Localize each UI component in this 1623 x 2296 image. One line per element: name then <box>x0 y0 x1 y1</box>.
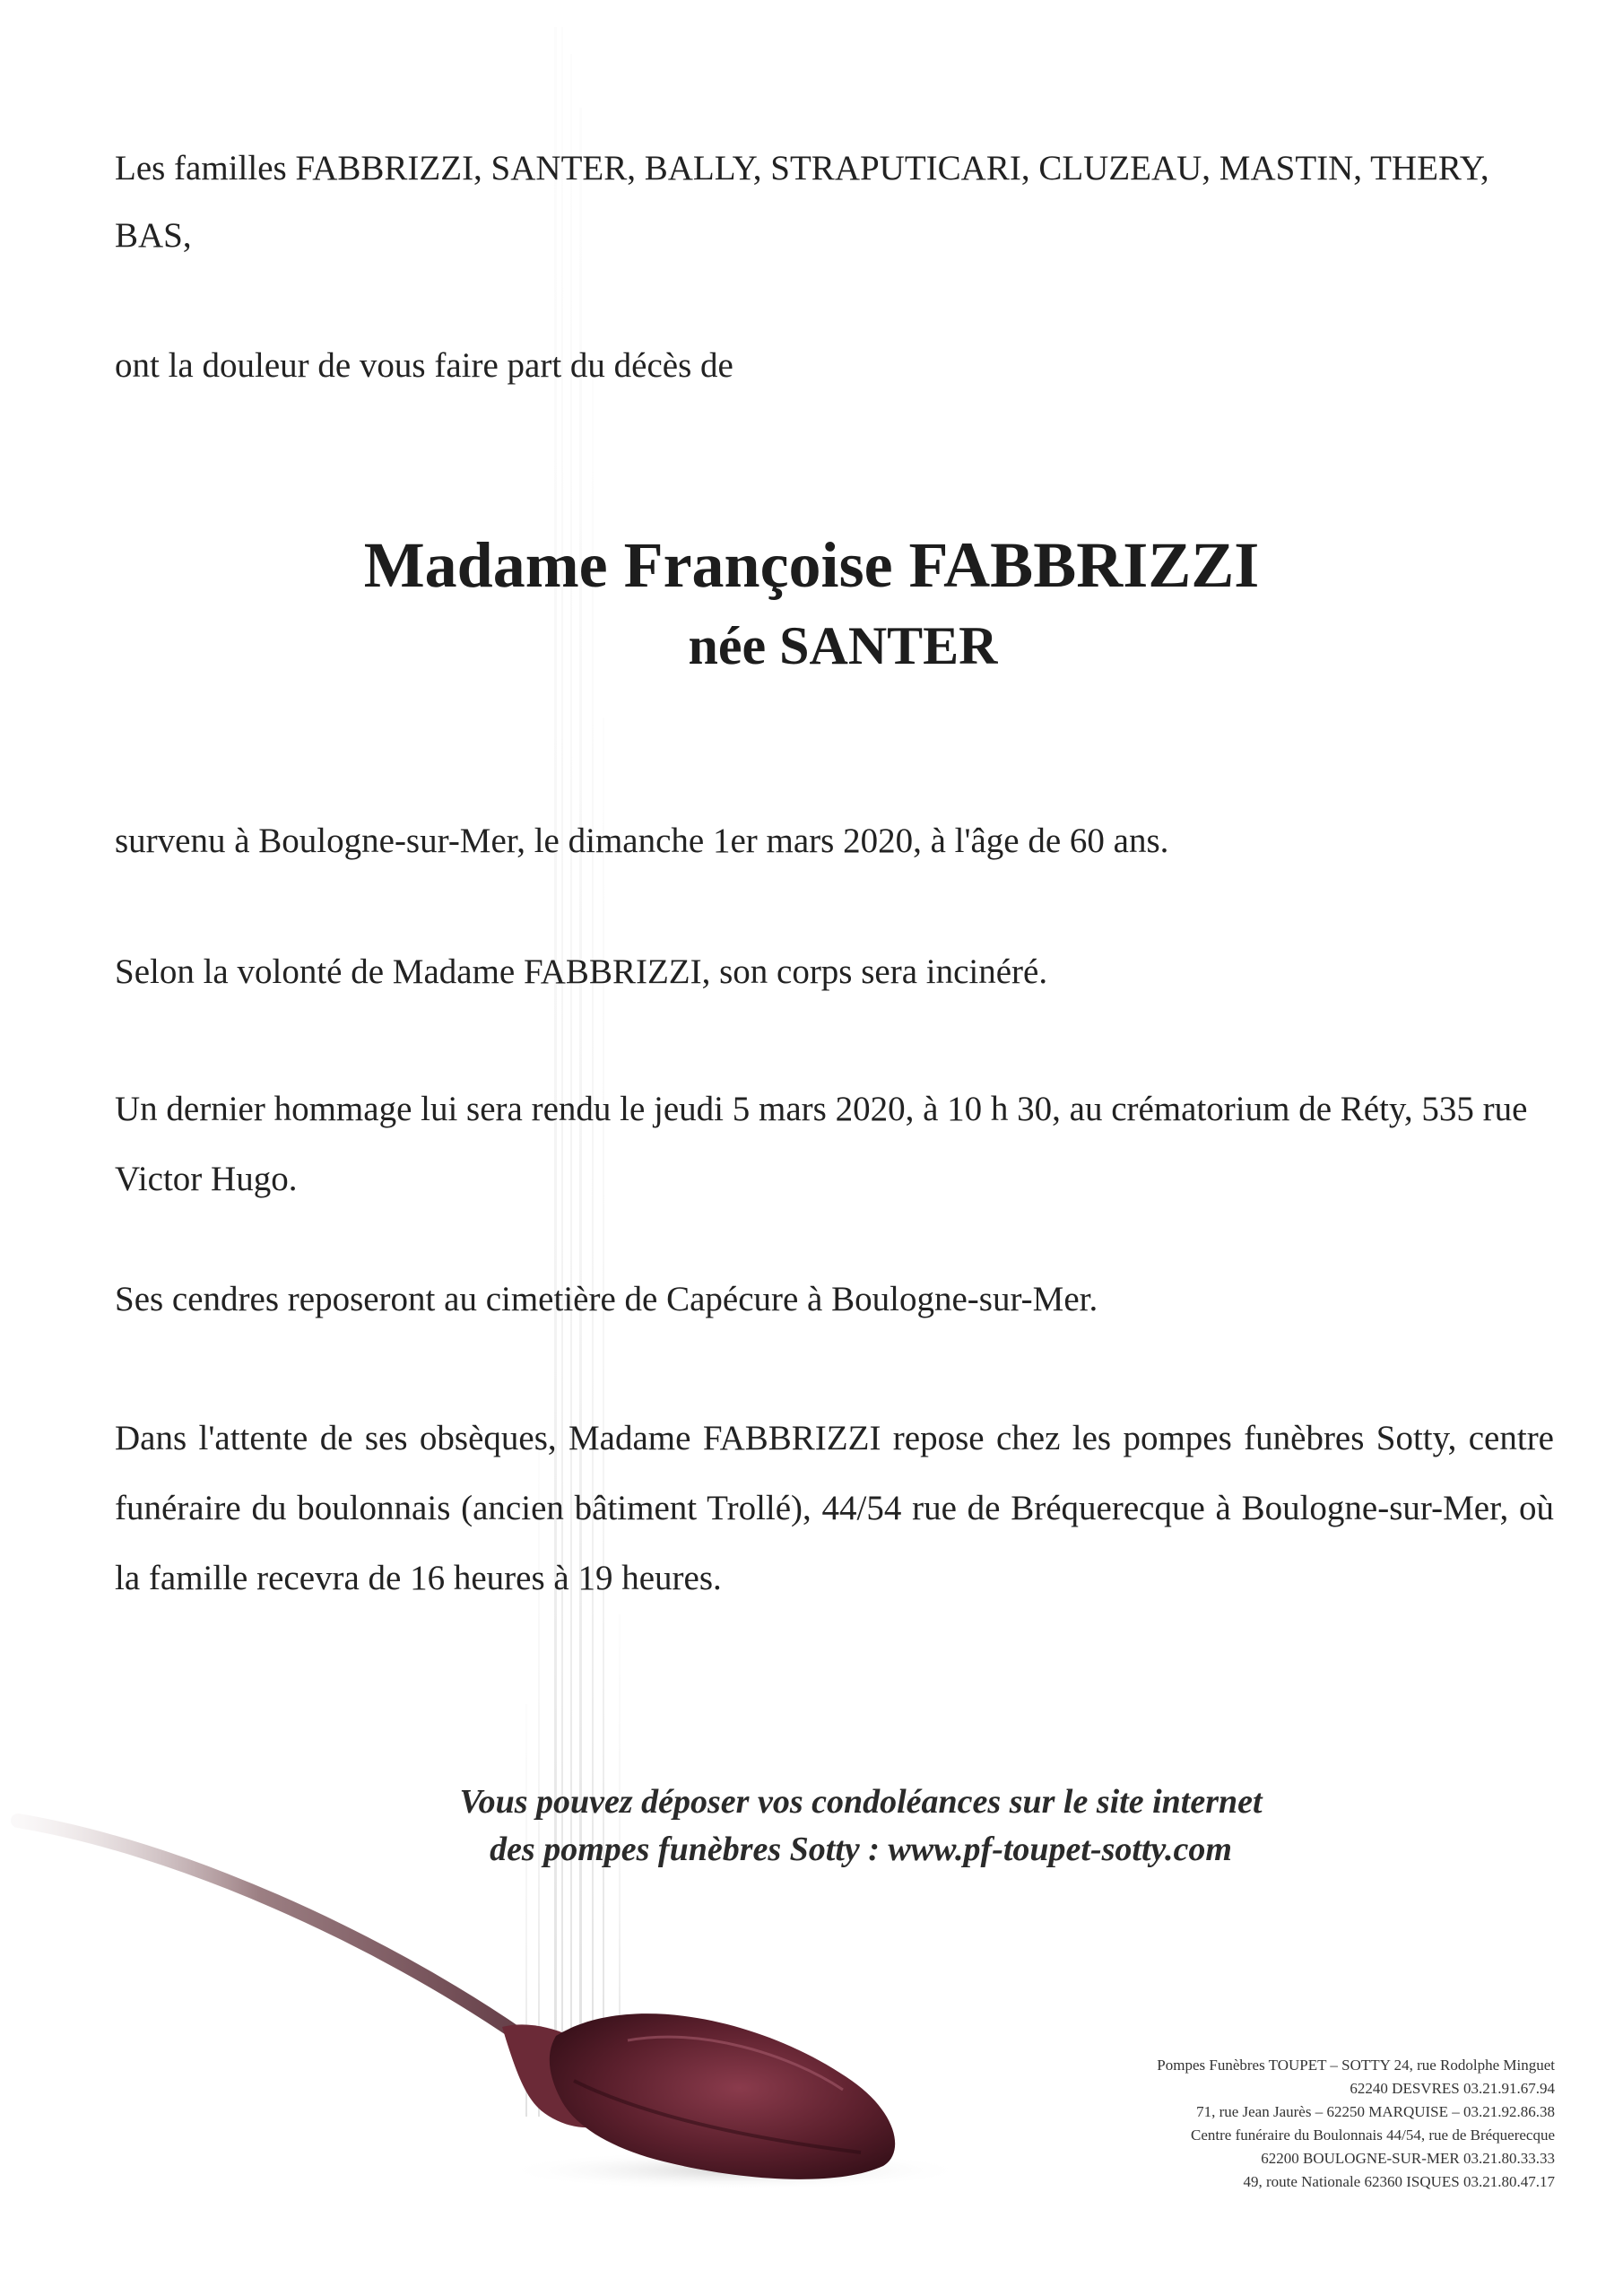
funeral-home-contact <box>1157 2054 1555 2194</box>
footer-line: Centre funéraire du Boulonnais 44/54, rue de Bréquerecque <box>1191 2126 1555 2144</box>
footer-line: 71, rue Jean Jaurès – 62250 MARQUISE – 03.21.92.86.38 <box>1196 2103 1555 2120</box>
condolences-line-2: des pompes funèbres Sotty : www.pf-toupet-sotty.com <box>490 1831 1232 1868</box>
families-intro: Les familles FABBRIZZI, SANTER, BALLY, STRAPUTICARI, CLUZEAU, MASTIN, THERY, BAS, <box>115 149 1489 255</box>
footer-line: 49, route Nationale 62360 ISQUES 03.21.80.47.17 <box>1243 2173 1555 2190</box>
cremation-wish: Selon la volonté de Madame FABBRIZZI, son corps sera incinéré. <box>115 952 1048 991</box>
announcement-line: ont la douleur de vous faire part du décès de <box>115 346 733 385</box>
deceased-name: Madame Françoise FABBRIZZI <box>363 529 1260 601</box>
wake-details: Dans l'attente de ses obsèques, Madame FABBRIZZI repose chez les pompes funèbres Sotty, centre funéraire du boulonnais (ancien bâtiment Trollé), 44/54 rue de Bréquerecque à Boulogne-sur-Mer, où la famille recevra de 16 heures à 19 heures. <box>115 1419 1554 1597</box>
footer-line: 62240 DESVRES 03.21.91.67.94 <box>1350 2080 1555 2097</box>
footer-line: Pompes Funèbres TOUPET – SOTTY 24, rue Rodolphe Minguet <box>1157 2057 1555 2074</box>
ashes-location: Ses cendres reposeront au cimetière de Capécure à Boulogne-sur-Mer. <box>115 1280 1098 1318</box>
maiden-name: née SANTER <box>688 616 998 675</box>
condolences-line-1: Vous pouvez déposer vos condoléances sur le site internet <box>459 1783 1263 1821</box>
footer-line: 62200 BOULOGNE-SUR-MER 03.21.80.33.33 <box>1261 2150 1555 2167</box>
death-details: survenu à Boulogne-sur-Mer, le dimanche 1er mars 2020, à l'âge de 60 ans. <box>115 822 1169 860</box>
calla-lily-illustration <box>0 1812 986 2188</box>
tribute-details: Un dernier hommage lui sera rendu le jeudi 5 mars 2020, à 10 h 30, au crématorium de Réty, 535 rue Victor Hugo. <box>115 1090 1528 1198</box>
